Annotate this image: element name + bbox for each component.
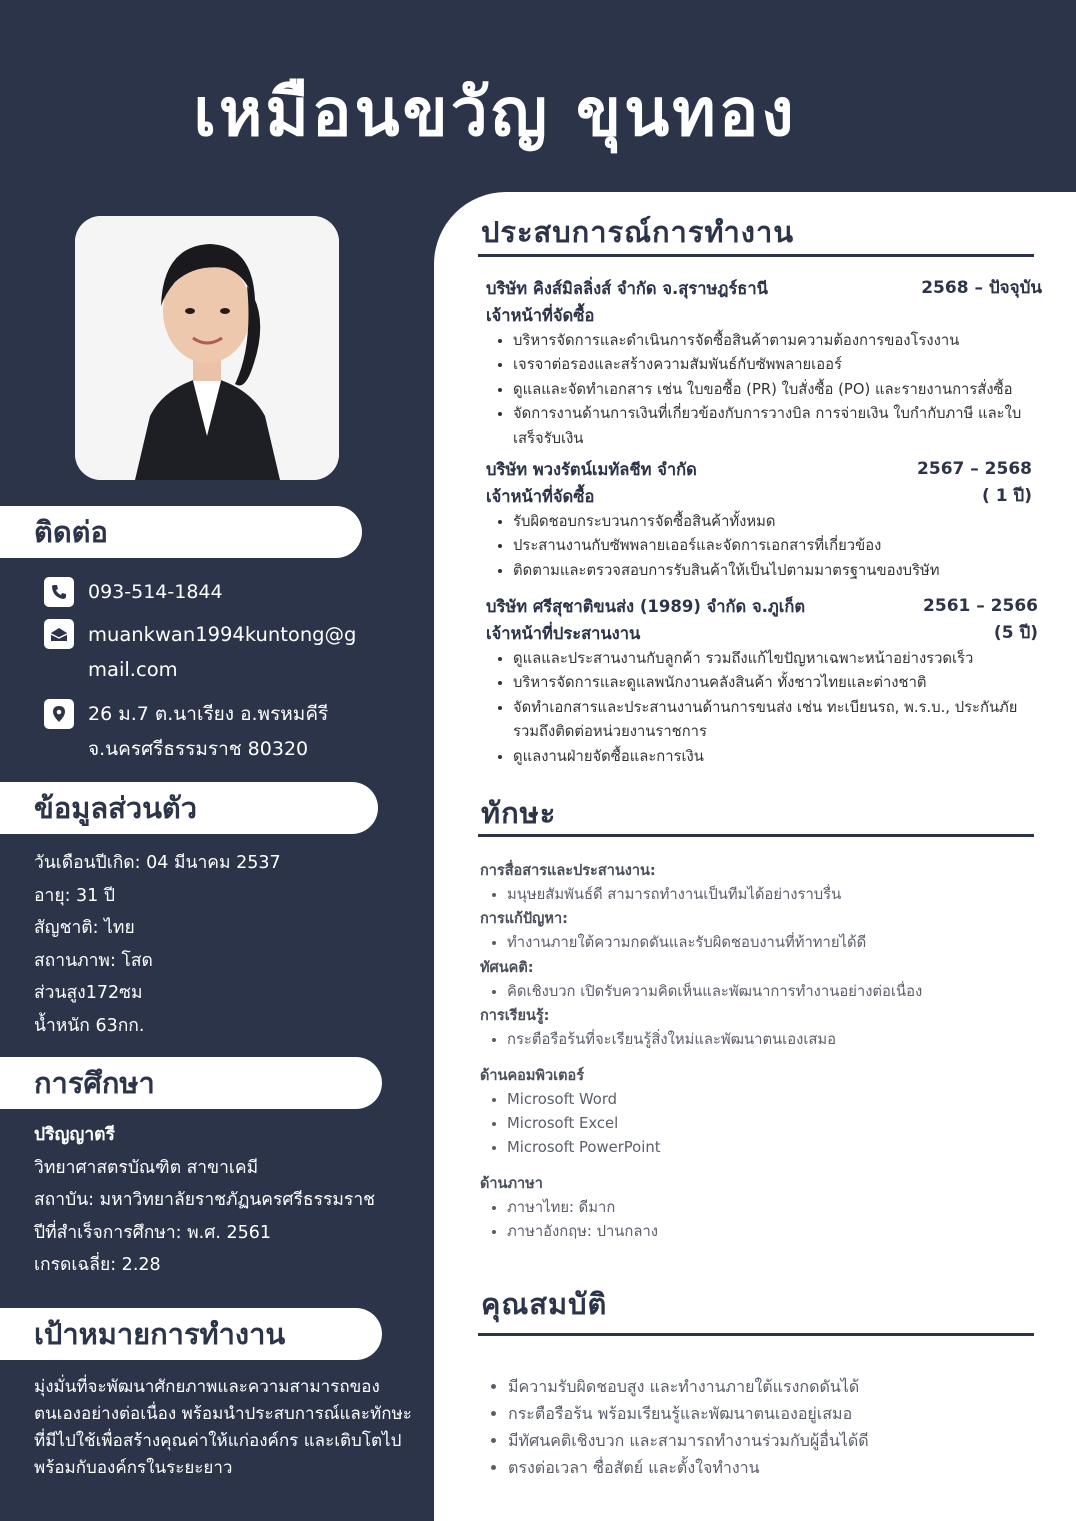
education-degree: ปริญญาตรี	[34, 1125, 115, 1145]
skill-item: • ทำงานภายใต้ความกดดันและรับผิดชอบงานที่ท้าทายได้ดี	[507, 931, 1030, 955]
job-3-subhead	[486, 620, 1038, 647]
skill-item: • ภาษาไทย: ดีมาก	[507, 1196, 1030, 1220]
education-major: วิทยาศาสตรบัณฑิต สาขาเคมี	[34, 1157, 259, 1178]
contact-header	[0, 506, 362, 558]
education-institute: สถาบัน: มหาวิทยาลัยราชภัฏนครศรีธรรมราช	[34, 1190, 376, 1210]
height: ส่วนสูง172ซม	[34, 983, 143, 1003]
job-3-duty-2: • บริหารจัดการและดูแลพนักงานคลังสินค้า ทั้งชาวไทยและต่างชาติ	[513, 671, 1033, 695]
job-1-period: 2568 – ปัจจุบัน	[921, 278, 1042, 298]
goal-text	[34, 1374, 424, 1482]
address	[88, 697, 328, 767]
job-2-company: บริษัท พวงรัตน์เมทัลชีท จำกัด	[486, 460, 697, 479]
education-gpa: เกรดเฉลี่ย: 2.28	[34, 1255, 161, 1275]
nationality: สัญชาติ: ไทย	[34, 918, 135, 938]
job-1-duties	[486, 329, 1033, 451]
job-1-head	[486, 275, 1042, 302]
job-3-duty-4: • ดูแลงานฝ่ายจัดซื้อและการเงิน	[513, 745, 1033, 769]
goal-title: เป้าหมายการทำงาน	[34, 1317, 286, 1351]
envelope-icon	[44, 619, 74, 649]
email-row	[44, 617, 356, 687]
email-line-2: mail.com	[88, 658, 178, 681]
quality-item-4: • ตรงต่อเวลา ซื่อสัตย์ และตั้งใจทำงาน	[508, 1454, 1048, 1481]
phone-icon	[44, 577, 74, 607]
skill-cat-learning: การเรียนรู้:	[480, 1008, 550, 1025]
skill-cat-computer: ด้านคอมพิวเตอร์	[480, 1067, 585, 1084]
education-title: การศึกษา	[34, 1066, 155, 1100]
goal-header	[0, 1308, 382, 1360]
job-2-duty-2: • ประสานงานกับซัพพลายเออร์และจัดการเอกสารที่เกี่ยวข้อง	[513, 534, 1032, 558]
job-3-head	[486, 593, 1038, 620]
job-3-duty-1: • ดูแลและประสานงานกับลูกค้า รวมถึงแก้ไขปัญหาเฉพาะหน้าอย่างรวดเร็ว	[513, 647, 1033, 671]
goal-line-3: ที่มีไปใช้เพื่อสร้างคุณค่าให้แก่องค์กร และเติบโตไป	[34, 1431, 402, 1451]
experience-title: ประสบการณ์การทำงาน	[481, 215, 795, 249]
goal-line-1: มุ่งมั่นที่จะพัฒนาศักยภาพและความสามารถของ	[34, 1377, 380, 1397]
phone-number[interactable]: 093-514-1844	[88, 581, 223, 603]
email-address[interactable]	[88, 617, 356, 687]
job-1-position: เจ้าหน้าที่จัดซื้อ	[486, 306, 595, 325]
skill-items-problem-solving	[480, 931, 1030, 955]
skills-divider	[478, 834, 1034, 837]
education-header	[0, 1057, 382, 1109]
skill-cat-language: ด้านภาษา	[480, 1175, 543, 1192]
job-3	[486, 593, 1038, 769]
skill-cat-communication: การสื่อสารและประสานงาน:	[480, 863, 656, 879]
address-line-2: จ.นครศรีธรรมราช 80320	[88, 738, 309, 760]
personal-info	[34, 847, 281, 1042]
job-3-duty-3: • จัดทำเอกสารและประสานงานด้านการขนส่ง เช่น ทะเบียนรถ, พ.ร.บ., ประกันภัย รวมถึงติดต่อหน่วยงานราชการ	[513, 696, 1033, 745]
job-2-duties	[486, 510, 1032, 583]
skill-cat-problem-solving: การแก้ปัญหา:	[480, 911, 568, 928]
skill-items-computer	[480, 1088, 1030, 1161]
goal-line-2: ตนเองอย่างต่อเนื่อง พร้อมนำประสบการณ์และทักษะ	[34, 1404, 412, 1424]
quality-item-3: • มีทัศนคติเชิงบวก และสามารถทำงานร่วมกับผู้อื่นได้ดี	[508, 1427, 1048, 1454]
experience-divider	[478, 254, 1034, 257]
job-2-subhead	[486, 483, 1032, 510]
job-1-duty-4: • จัดการงานด้านการเงินที่เกี่ยวข้องกับการวางบิล การจ่ายเงิน ใบกำกับภาษี และใบเสร็จรับเงิน	[513, 402, 1033, 451]
skill-item: • ภาษาอังกฤษ: ปานกลาง	[507, 1220, 1030, 1244]
birthdate: วันเดือนปีเกิด: 04 มีนาคม 2537	[34, 853, 281, 873]
skill-item: • มนุษยสัมพันธ์ดี สามารถทำงานเป็นทีมได้อย่างราบรื่น	[507, 883, 1030, 907]
person-portrait-icon	[75, 216, 339, 480]
skills-list	[480, 859, 1030, 1245]
contact-title: ติดต่อ	[34, 515, 108, 549]
location-pin-icon	[44, 699, 74, 729]
job-2-head	[486, 456, 1032, 483]
job-2-period: 2567 – 2568	[917, 459, 1032, 479]
personal-header	[0, 782, 378, 834]
job-3-duties	[486, 647, 1033, 769]
job-1-subhead	[486, 302, 1042, 329]
quality-item-1: • มีความรับผิดชอบสูง และทำงานภายใต้แรงกดดันได้	[508, 1373, 1048, 1400]
job-1-duty-2: • เจรจาต่อรองและสร้างความสัมพันธ์กับซัพพลายเออร์	[513, 353, 1033, 377]
qualities-divider	[478, 1333, 1034, 1336]
job-2-duty-3: • ติดตามและตรวจสอบการรับสินค้าให้เป็นไปตามมาตรฐานของบริษัท	[513, 559, 1032, 583]
candidate-name: เหมือนขวัญ ขุนทอง	[193, 74, 797, 151]
job-2-duration: ( 1 ปี)	[982, 486, 1032, 506]
skill-item: • กระตือรือร้นที่จะเรียนรู้สิ่งใหม่และพัฒนาตนเองเสมอ	[507, 1028, 1030, 1052]
address-row	[44, 697, 328, 767]
job-1-duty-3: • ดูแลและจัดทำเอกสาร เช่น ใบขอซื้อ (PR) ใบสั่งซื้อ (PO) และรายงานการสั่งซื้อ	[513, 378, 1033, 402]
marital-status: สถานภาพ: โสด	[34, 950, 153, 971]
job-3-position: เจ้าหน้าที่ประสานงาน	[486, 624, 641, 643]
phone-row	[44, 575, 223, 610]
job-2-duty-1: • รับผิดชอบกระบวนการจัดซื้อสินค้าทั้งหมด	[513, 510, 1032, 534]
qualities-list	[481, 1373, 1048, 1481]
skill-items-communication	[480, 883, 1030, 907]
skills-title: ทักษะ	[481, 796, 557, 830]
job-2-position: เจ้าหน้าที่จัดซื้อ	[486, 487, 595, 506]
profile-photo	[75, 216, 339, 480]
skill-item: • Microsoft PowerPoint	[507, 1136, 1030, 1160]
job-1-duty-1: • บริหารจัดการและดำเนินการจัดซื้อสินค้าตามความต้องการของโรงงาน	[513, 329, 1033, 353]
skill-item: • Microsoft Excel	[507, 1112, 1030, 1136]
job-3-period: 2561 – 2566	[923, 596, 1038, 616]
job-1-company: บริษัท คิงส์มิลลิ่งส์ จำกัด จ.สุราษฎร์ธานี	[486, 279, 768, 298]
skill-items-language	[480, 1196, 1030, 1245]
age: อายุ: 31 ปี	[34, 885, 115, 906]
skill-items-attitude	[480, 980, 1030, 1004]
skill-items-learning	[480, 1028, 1030, 1052]
job-3-company: บริษัท ศรีสุชาติขนส่ง (1989) จำกัด จ.ภูเก็ต	[486, 597, 806, 616]
job-1	[486, 275, 1042, 451]
skill-item: • Microsoft Word	[507, 1088, 1030, 1112]
quality-item-2: • กระตือรือร้น พร้อมเรียนรู้และพัฒนาตนเองอยู่เสมอ	[508, 1400, 1048, 1427]
qualities-title: คุณสมบัติ	[481, 1287, 608, 1321]
goal-line-4: พร้อมกับองค์กรในระยะยาว	[34, 1458, 233, 1478]
weight: น้ำหนัก 63กก.	[34, 1015, 145, 1036]
job-2	[486, 456, 1032, 583]
email-line-1: muankwan1994kuntong@g	[88, 623, 357, 646]
skill-item: • คิดเชิงบวก เปิดรับความคิดเห็นและพัฒนาการทำงานอย่างต่อเนื่อง	[507, 980, 1030, 1004]
education-year: ปีที่สำเร็จการศึกษา: พ.ศ. 2561	[34, 1222, 272, 1243]
personal-title: ข้อมูลส่วนตัว	[34, 791, 198, 825]
skill-cat-attitude: ทัศนคติ:	[480, 959, 534, 976]
job-3-duration: (5 ปี)	[993, 623, 1038, 643]
education-info	[34, 1119, 375, 1282]
address-line-1: 26 ม.7 ต.นาเรียง อ.พรหมคีรี	[88, 703, 329, 725]
